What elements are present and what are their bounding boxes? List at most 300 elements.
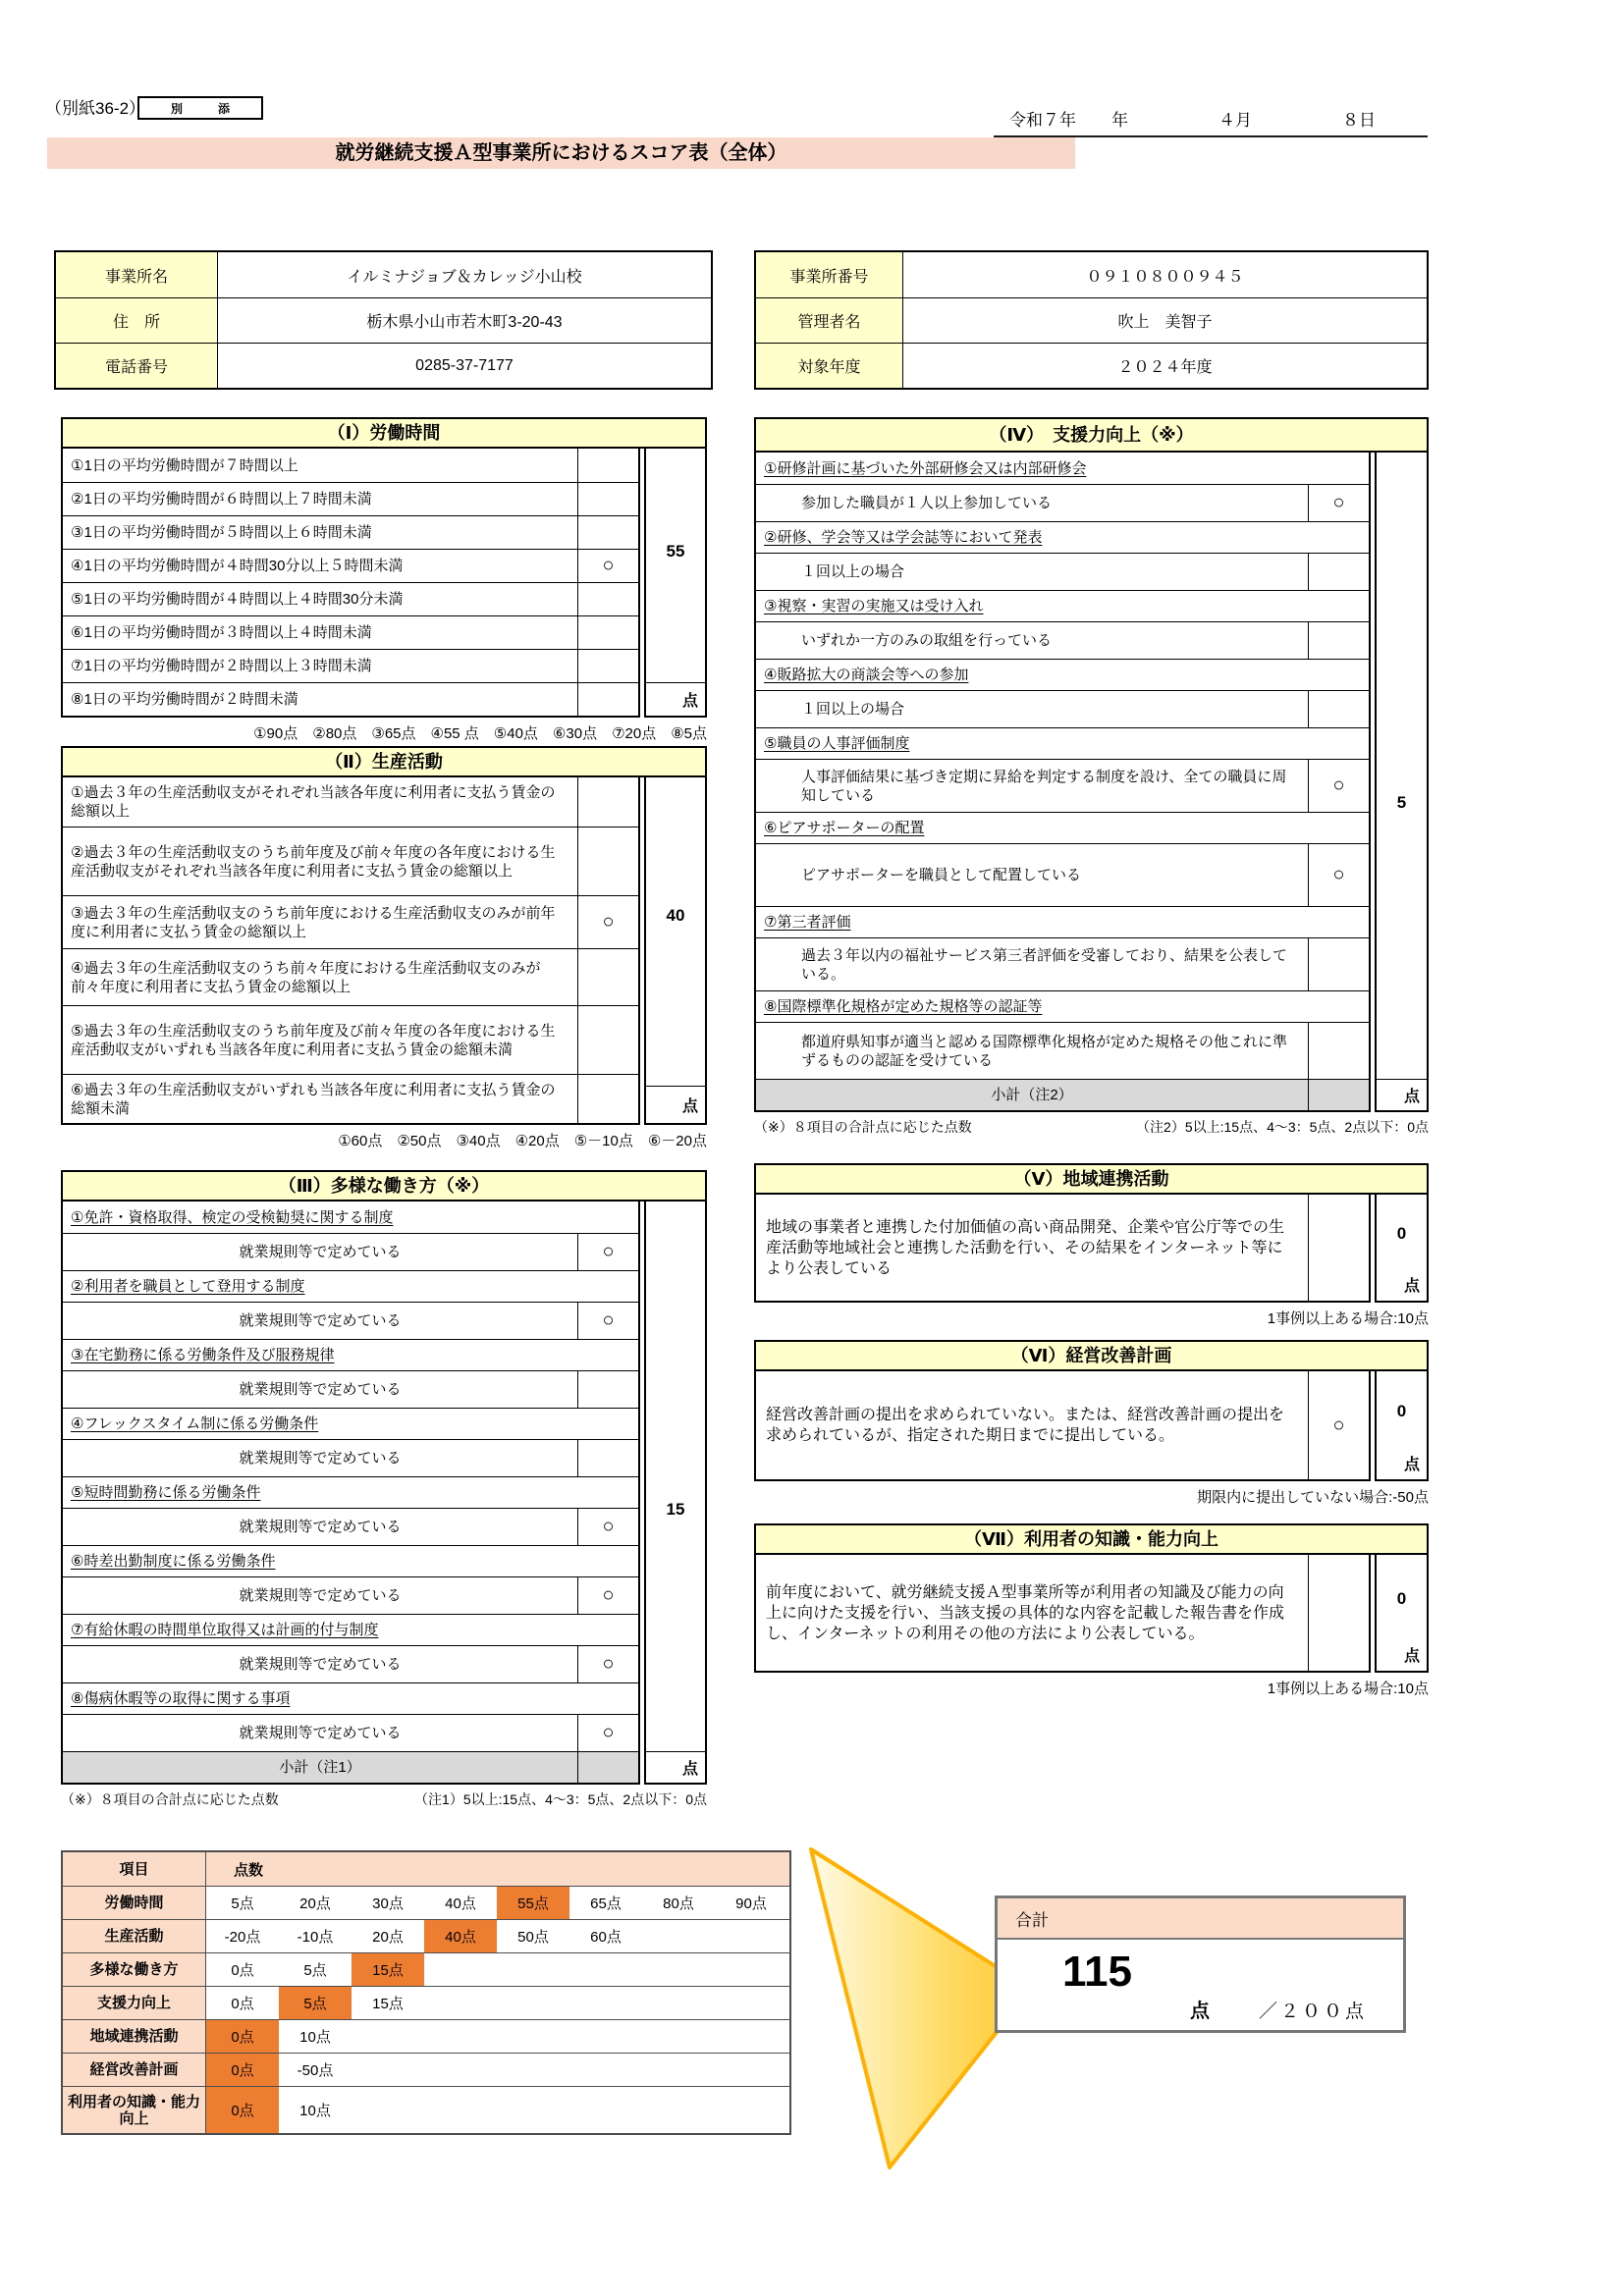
score-column: [1375, 453, 1429, 1112]
criterion-text: ⑥過去３年の生産活動収支がいずれも当該各年度に利用者に支払う賃金の総額未満: [71, 1081, 556, 1117]
score-column: [1375, 1195, 1429, 1303]
section-user-knowledge: [754, 1523, 1429, 1698]
item-heading: [756, 659, 1369, 690]
criterion-text: 就業規則等で定めている: [239, 1519, 402, 1535]
section-labor-hours: [61, 417, 707, 743]
criteria-table: [61, 1201, 640, 1785]
score-unit: 点: [1403, 1648, 1420, 1665]
score-option-selected: 40点: [424, 1920, 497, 1952]
score-option: [642, 2054, 715, 2086]
criterion-text: 地域の事業者と連携した付加価値の高い商品開発、企業や官公庁等での生産活動等地域社会と連携した活動を行い、その結果をインターネット等により公表している: [766, 1218, 1285, 1277]
selection-mark: ○: [1308, 760, 1369, 812]
score-option-selected: 55点: [497, 1887, 569, 1919]
section-title: （Ⅴ）地域連携活動: [754, 1163, 1429, 1195]
score-option: -20点: [224, 1929, 261, 1946]
summary-col-item: 項目: [63, 1852, 206, 1886]
date-year-label: 年: [1111, 111, 1128, 130]
table-row: [756, 1195, 1369, 1301]
score-value: 40: [666, 906, 685, 926]
selection-mark: [1308, 554, 1369, 590]
info-label: 事業所名: [56, 252, 218, 297]
item-heading: [63, 1545, 638, 1576]
score-value: 0: [1396, 1402, 1407, 1420]
section-title: （Ⅰ）労働時間: [61, 417, 707, 449]
summary-row-label: 多様な働き方: [63, 1953, 206, 1986]
total-score-denominator: ／２００点: [1259, 2002, 1368, 2022]
selection-mark: [577, 1440, 638, 1476]
subtotal-row: [756, 1079, 1369, 1110]
criterion-text: 就業規則等で定めている: [239, 1312, 402, 1329]
section-production: [61, 746, 707, 1150]
criterion-text: ③過去３年の生産活動収支のうち前年度における生産活動収支のみが前年度に利用者に支払う賃金の総額以上: [71, 904, 556, 940]
table-row: [756, 1555, 1369, 1671]
table-row: [756, 843, 1369, 906]
info-label: 事業所番号: [756, 252, 903, 297]
phone-value: 0285-37-7177: [218, 343, 711, 388]
table-row: [63, 482, 638, 515]
section-note: 1事例以上ある場合:10点: [1267, 1681, 1429, 1697]
section-body: [61, 1201, 707, 1785]
selection-mark: ○: [577, 1303, 638, 1339]
selection-mark: ○: [577, 1646, 638, 1682]
info-label: 住 所: [56, 297, 218, 343]
selection-mark: [1308, 622, 1369, 659]
info-label: 対象年度: [756, 343, 903, 388]
selection-mark: [1308, 1195, 1369, 1301]
office-name-value: イルミナジョブ＆カレッジ小山校: [347, 268, 582, 286]
item-heading-text: ③在宅勤務に係る労働条件及び服務規律: [71, 1347, 335, 1363]
score-option: [352, 2054, 424, 2086]
table-row: [63, 549, 638, 582]
table-row: [756, 484, 1369, 521]
summary-row-cells: [206, 1887, 789, 1919]
criterion-text: 経営改善計画の提出を求められていない。または、経営改善計画の提出を求められているが、指定された期日までに提出している。: [766, 1407, 1285, 1444]
table-row: [63, 827, 638, 895]
criterion-text: 都道府県知事が適当と認める国際標準化規格が定めた規格その他これに準ずるものの認証を受けている: [801, 1033, 1288, 1069]
table-row: [63, 582, 638, 615]
table-row: [63, 777, 638, 827]
criterion-text: ①過去３年の生産活動収支がそれぞれ当該各年度に利用者に支払う賃金の総額以上: [71, 784, 556, 820]
summary-table: [61, 1850, 791, 2135]
score-value: 0: [1396, 1589, 1407, 1608]
item-heading: [63, 1682, 638, 1714]
table-row: [63, 615, 638, 649]
criteria-table: [754, 1371, 1371, 1481]
section-title: （Ⅵ）経営改善計画: [754, 1340, 1429, 1371]
criteria-table: [754, 453, 1371, 1112]
selection-mark: ○: [1308, 1371, 1369, 1479]
item-heading-text: ⑥ピアサポーターの配置: [764, 820, 925, 836]
score-option: 65点: [590, 1896, 622, 1912]
score-option: [642, 1920, 715, 1952]
score-option: 5点: [303, 1962, 327, 1979]
footnote-right: （注1）5以上:15点、4～3：5点、2点以下：0点: [414, 1791, 707, 1807]
score-option: [424, 2087, 497, 2133]
score-option: 80点: [663, 1896, 694, 1912]
selection-mark: ○: [1308, 485, 1369, 521]
criterion-text: 就業規則等で定めている: [239, 1244, 402, 1260]
info-label: 管理者名: [756, 297, 903, 343]
score-unit: 点: [1403, 1457, 1420, 1473]
section-title: （Ⅳ） 支援力向上（※）: [754, 417, 1429, 453]
score-option: 15点: [372, 1996, 404, 2012]
criterion-text: ピアサポーターを職員として配置している: [801, 867, 1082, 883]
selection-mark: [577, 828, 638, 895]
section-body: [61, 449, 707, 718]
selection-mark: [577, 777, 638, 827]
criterion-text: 就業規則等で定めている: [239, 1587, 402, 1604]
item-heading-text: ⑤職員の人事評価制度: [764, 735, 910, 752]
score-option: -50点: [297, 2062, 334, 2079]
criterion-text: 過去３年以内の福祉サービス第三者評価を受審しており、結果を公表している。: [801, 946, 1288, 983]
item-heading-text: ③視察・実習の実施又は受け入れ: [764, 598, 984, 614]
total-label: 合計: [998, 1898, 1403, 1940]
score-option-selected: 0点: [206, 2020, 279, 2053]
criteria-table: [754, 1555, 1371, 1673]
score-column: [1375, 1371, 1429, 1481]
score-option: [569, 1953, 642, 1986]
score-option: 40点: [445, 1896, 476, 1912]
summary-row-cells: [206, 2020, 789, 2053]
score-unit: 点: [1377, 1079, 1427, 1110]
item-heading-text: ⑦第三者評価: [764, 914, 851, 931]
criterion-text: ④過去３年の生産活動収支のうち前々年度における生産活動収支のみが前々年度に利用者に支払う賃金の総額以上: [71, 959, 541, 995]
selection-mark: ○: [577, 1234, 638, 1270]
selection-mark: [577, 683, 638, 716]
section-body: [754, 1371, 1429, 1481]
item-heading-text: ⑥時差出勤制度に係る労働条件: [71, 1553, 276, 1570]
table-row: [63, 1074, 638, 1123]
points-legend: ①60点 ②50点 ③40点 ④20点 ⑤－10点 ⑥－20点: [338, 1133, 707, 1149]
criterion-text: ⑧1日の平均労働時間が２時間未満: [71, 691, 298, 708]
score-option: 0点: [231, 1996, 254, 2012]
office-number-value: ０９１０８００９４５: [1086, 268, 1244, 286]
criterion-text: 就業規則等で定めている: [239, 1725, 402, 1741]
item-heading-text: ①研修計画に基づいた外部研修会又は内部研修会: [764, 459, 1087, 477]
score-option: [715, 1953, 787, 1986]
score-column: [644, 1201, 707, 1785]
total-body: [998, 1940, 1403, 2030]
item-heading: [63, 1270, 638, 1302]
selection-mark: [577, 949, 638, 1005]
target-year-value: ２０２４年度: [903, 343, 1427, 388]
criterion-text: ③1日の平均労働時間が５時間以上６時間未満: [71, 524, 372, 541]
criterion-text: 就業規則等で定めている: [239, 1450, 402, 1467]
score-option: [569, 2054, 642, 2086]
item-heading-text: ②利用者を職員として登用する制度: [71, 1278, 305, 1295]
score-option: [424, 2054, 497, 2086]
score-option: 20点: [372, 1929, 404, 1946]
criterion-text: ②1日の平均労働時間が６時間以上７時間未満: [71, 491, 372, 507]
summary-row: [63, 1919, 789, 1952]
table-row: [756, 759, 1369, 812]
selection-mark: [1308, 691, 1369, 727]
summary-row-label: 利用者の知識・能力向上: [63, 2087, 206, 2133]
item-heading-text: ⑦有給休暇の時間単位取得又は計画的付与制度: [71, 1622, 379, 1638]
summary-row-cells: [206, 1920, 789, 1952]
score-option: [497, 1987, 569, 2019]
date-month: ４月: [1218, 111, 1252, 130]
section-body: [754, 1195, 1429, 1303]
table-row: [63, 895, 638, 948]
score-unit: 点: [1403, 1278, 1420, 1295]
item-heading-text: ④販路拡大の商談会等への参加: [764, 667, 969, 683]
summary-row: [63, 1986, 789, 2019]
score-option-selected: 0点: [206, 2054, 279, 2086]
score-option: 10点: [299, 2029, 331, 2046]
item-heading: [63, 1201, 638, 1233]
score-option: [497, 2054, 569, 2086]
selection-mark: ○: [577, 1715, 638, 1751]
table-row: [756, 937, 1369, 990]
selection-mark: [577, 516, 638, 549]
selection-mark: ○: [577, 1577, 638, 1614]
section-title: （Ⅲ）多様な働き方（※）: [61, 1170, 707, 1201]
score-option: [642, 2020, 715, 2053]
table-row: [756, 1371, 1369, 1479]
table-row: [63, 1233, 638, 1270]
section-note: 期限内に提出していない場合:-50点: [1197, 1489, 1429, 1506]
table-row: [63, 1439, 638, 1476]
criterion-text: ⑥1日の平均労働時間が３時間以上４時間未満: [71, 624, 372, 641]
score-option: [642, 1953, 715, 1986]
table-row: [63, 1302, 638, 1339]
table-row: [63, 1576, 638, 1614]
table-row: [756, 690, 1369, 727]
selection-mark: [577, 583, 638, 615]
item-heading: [756, 990, 1369, 1022]
item-heading: [756, 906, 1369, 937]
section-score: [646, 1201, 705, 1751]
summary-row-cells: [206, 1987, 789, 2019]
criterion-text: ④1日の平均労働時間が４時間30分以上５時間未満: [71, 558, 404, 574]
criterion-text: 参加した職員が１人以上参加している: [801, 495, 1053, 511]
criterion-text: ②過去３年の生産活動収支のうち前年度及び前々年度の各年度における生産活動収支がそれぞれ当該各年度に利用者に支払う賃金の総額以上: [71, 843, 556, 880]
item-heading: [756, 812, 1369, 843]
criterion-text: いずれか一方のみの取組を行っている: [801, 632, 1053, 649]
footnote-right: （注2）5以上:15点、4～3：5点、2点以下：0点: [1136, 1119, 1429, 1135]
score-option-selected: 0点: [206, 2087, 279, 2133]
score-option: [569, 2087, 642, 2133]
score-value: 15: [666, 1499, 685, 1519]
date-era-year: 令和７年: [1009, 111, 1076, 130]
section-body: [754, 1555, 1429, 1673]
summary-header-cells: [206, 1852, 789, 1886]
item-heading: [756, 521, 1369, 553]
selection-mark: [577, 1075, 638, 1123]
score-option: 90点: [735, 1896, 767, 1912]
attachment-stamp-box: 別 添: [137, 96, 263, 120]
item-heading: [756, 453, 1369, 484]
section-title: （Ⅱ）生産活動: [61, 746, 707, 777]
score-option: [424, 1953, 497, 1986]
item-heading-text: ⑧国際標準化規格が定めた規格等の認証等: [764, 998, 1043, 1015]
summary-row-label: 地域連携活動: [63, 2020, 206, 2053]
criteria-table: [61, 449, 640, 718]
item-heading: [756, 727, 1369, 759]
summary-row-label: 経営改善計画: [63, 2054, 206, 2086]
score-option: [569, 2020, 642, 2053]
score-option: [497, 2020, 569, 2053]
section-score: [646, 449, 705, 682]
item-heading-text: ⑧傷病休暇等の取得に関する事項: [71, 1690, 291, 1707]
footnote-left: （※）８項目の合計点に応じた点数: [754, 1119, 972, 1135]
criterion-text: １回以上の場合: [801, 563, 905, 580]
table-row: [63, 682, 638, 716]
table-row: [63, 649, 638, 682]
score-option: 0点: [231, 1962, 254, 1979]
summary-row-label: 支援力向上: [63, 1987, 206, 2019]
total-score-unit: 点: [1190, 2001, 1210, 2022]
section-score: [1377, 453, 1427, 1079]
criterion-text: ①1日の平均労働時間が７時間以上: [71, 456, 298, 474]
score-option: [352, 2020, 424, 2053]
selection-mark: [1308, 1080, 1369, 1110]
total-score-box: [995, 1896, 1406, 2033]
criteria-table: [754, 1195, 1371, 1303]
item-heading-text: ②研修、学会等又は学会誌等において発表: [764, 529, 1043, 546]
score-option: [424, 1987, 497, 2019]
section-body: [754, 453, 1429, 1112]
info-label: 電話番号: [56, 343, 218, 388]
score-option: [715, 1920, 787, 1952]
score-option: 20点: [299, 1896, 331, 1912]
selection-mark: [1308, 1555, 1369, 1671]
summary-row: [63, 1952, 789, 1986]
criterion-text: 就業規則等で定めている: [239, 1656, 402, 1673]
section-body: [61, 777, 707, 1125]
total-score-value: 115: [1062, 1948, 1132, 1996]
item-heading-text: ⑤短時間勤務に係る労働条件: [71, 1484, 261, 1501]
summary-row: [63, 2086, 789, 2133]
score-option: [424, 2020, 497, 2053]
selection-mark: [577, 449, 638, 482]
address-value: 栃木県小山市若木町3-20-43: [218, 297, 711, 343]
score-value: 55: [666, 541, 685, 561]
selection-mark: [577, 483, 638, 515]
summary-row: [63, 1886, 789, 1919]
score-column: [644, 449, 707, 718]
section-title: （Ⅶ）利用者の知識・能力向上: [754, 1523, 1429, 1555]
section-improvement-plan: [754, 1340, 1429, 1507]
score-value: 0: [1396, 1224, 1407, 1243]
subtotal-row: [63, 1751, 638, 1783]
section-note: 1事例以上ある場合:10点: [1267, 1310, 1429, 1327]
table-row: [63, 1714, 638, 1751]
score-column: [644, 777, 707, 1125]
criterion-text: ⑦1日の平均労働時間が２時間以上３時間未満: [71, 658, 372, 674]
item-heading: [63, 1339, 638, 1370]
points-legend: ①90点 ②80点 ③65点 ④55 点 ⑤40点 ⑥30点 ⑦20点 ⑧5点: [253, 725, 707, 742]
selection-mark: [577, 1752, 638, 1783]
selection-mark: [577, 1006, 638, 1074]
table-row: [63, 948, 638, 1005]
table-row: [756, 621, 1369, 659]
summary-row-cells: [206, 1953, 789, 1986]
score-option: [352, 2087, 424, 2133]
score-column: [1375, 1555, 1429, 1673]
score-value: 5: [1396, 793, 1407, 813]
section-footnote: [61, 1789, 707, 1809]
summary-col-score: 点数: [234, 1861, 264, 1879]
item-heading-text: ④フレックスタイム制に係る労働条件: [71, 1415, 319, 1432]
section-score: [1377, 1195, 1427, 1273]
score-option: -10点: [297, 1929, 334, 1946]
score-option: [642, 1987, 715, 2019]
summary-row: [63, 2019, 789, 2053]
table-row: [63, 515, 638, 549]
table-row: [756, 1022, 1369, 1079]
score-option: [497, 1953, 569, 1986]
selection-mark: [1308, 1023, 1369, 1079]
score-option: [715, 1987, 787, 2019]
corner-note: （別紙36-2）: [45, 99, 146, 118]
page-title: 就労継続支援Ａ型事業所におけるスコア表（全体）: [47, 137, 1075, 169]
summary-row-cells: [206, 2054, 789, 2086]
section-work-styles: [61, 1170, 707, 1809]
summary-row-cells: [206, 2087, 789, 2133]
score-option: 30点: [372, 1896, 404, 1912]
score-option-selected: 15点: [352, 1953, 424, 1986]
table-row: [63, 449, 638, 482]
score-unit: 点: [646, 682, 705, 716]
footnote-left: （※）８項目の合計点に応じた点数: [61, 1791, 279, 1807]
subtotal-label: 小計（注1）: [279, 1759, 361, 1776]
date-line: [994, 104, 1428, 137]
summary-header-row: [63, 1852, 789, 1886]
item-heading: [63, 1614, 638, 1645]
criterion-text: １回以上の場合: [801, 701, 905, 718]
score-option-selected: 5点: [279, 1987, 352, 2019]
score-option: 60点: [590, 1929, 622, 1946]
score-option: [715, 2087, 787, 2133]
criterion-text: 人事評価結果に基づき定期に昇給を判定する制度を設け、全ての職員に周知している: [801, 768, 1287, 804]
section-score: [1377, 1555, 1427, 1643]
table-row: [63, 1005, 638, 1074]
table-row: [63, 1508, 638, 1545]
office-info-table: [54, 250, 713, 390]
summary-row-label: 労働時間: [63, 1887, 206, 1919]
selection-mark: [1308, 938, 1369, 990]
score-option: 50点: [517, 1929, 549, 1946]
selection-mark: ○: [577, 896, 638, 948]
selection-mark: [577, 1371, 638, 1408]
criterion-text: ⑤1日の平均労働時間が４時間以上４時間30分未満: [71, 591, 404, 608]
criteria-table: [61, 777, 640, 1125]
score-option: 10点: [299, 2103, 331, 2119]
subtotal-label: 小計（注2）: [991, 1087, 1073, 1103]
summary-row: [63, 2053, 789, 2086]
score-unit: 点: [646, 1751, 705, 1783]
item-heading: [756, 590, 1369, 621]
selection-mark: ○: [577, 550, 638, 582]
selection-mark: [577, 650, 638, 682]
score-unit: 点: [646, 1086, 705, 1123]
score-option: [642, 2087, 715, 2133]
section-score: [1377, 1371, 1427, 1452]
summary-row-label: 生産活動: [63, 1920, 206, 1952]
table-row: [756, 553, 1369, 590]
selection-mark: ○: [1308, 844, 1369, 906]
score-option: 5点: [231, 1896, 254, 1912]
office-meta-table: [754, 250, 1429, 390]
criterion-text: 就業規則等で定めている: [239, 1381, 402, 1398]
item-heading-text: ①免許・資格取得、検定の受検勧奨に関する制度: [71, 1208, 394, 1226]
selection-mark: [577, 616, 638, 649]
manager-name-value: 吹上 美智子: [903, 297, 1427, 343]
section-support-capability: [754, 417, 1429, 1137]
section-community: [754, 1163, 1429, 1328]
